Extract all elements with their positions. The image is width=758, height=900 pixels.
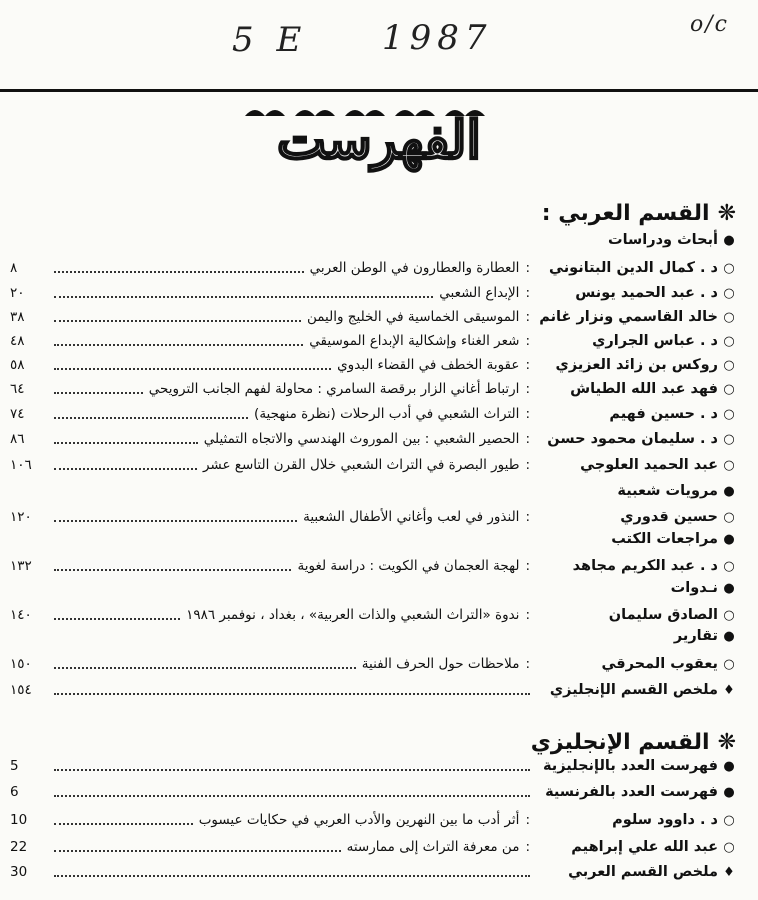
entry-marker-icon: ●	[723, 758, 735, 774]
toc-entry	[10, 256, 740, 280]
star-icon: ❋	[717, 201, 736, 226]
handwritten-year: 1987	[382, 18, 493, 58]
entry-title: العطارة والعطارون في الوطن العربي	[309, 260, 520, 276]
entry-author: خالد القاسمي ونزار غانم	[539, 309, 718, 325]
dot-leader	[54, 823, 193, 825]
books-heading: ● مراجعات الكتب	[611, 531, 740, 547]
colon-separator: :	[525, 357, 530, 373]
entry-author: د . كمال الدين البتانوني	[549, 260, 718, 276]
colon-separator: :	[525, 333, 530, 349]
toc-entry	[10, 281, 740, 305]
colon-separator: :	[525, 285, 530, 301]
colon-separator: :	[525, 509, 530, 525]
toc-entry	[10, 305, 740, 329]
colon-separator: :	[525, 558, 530, 574]
entry-author: د . عباس الجراري	[592, 333, 718, 349]
dot-leader	[54, 368, 331, 370]
toc-entry	[10, 678, 740, 702]
research-heading: ● أبحاث ودراسات	[608, 232, 740, 248]
entry-marker-icon: ○	[723, 656, 735, 672]
entry-marker-icon: ○	[723, 558, 735, 574]
entry-author: د . حسين فهيم	[609, 406, 718, 422]
entry-author: عبد الحميد العلوجي	[580, 457, 718, 473]
entry-page: ٦٤	[10, 381, 25, 397]
reports-heading: ● تقارير	[674, 628, 740, 644]
entry-author: عبد الله علي إبراهيم	[571, 839, 718, 855]
arabic-section-heading: ❋القسم العربي :	[541, 201, 736, 226]
entry-page: 30	[10, 864, 28, 880]
entry-author: فهرست العدد بالفرنسية	[545, 784, 718, 800]
entry-marker-icon: ○	[723, 509, 735, 525]
entry-marker-icon: ○	[723, 260, 735, 276]
top-rule	[0, 89, 758, 92]
bullet-icon: ●	[723, 483, 735, 499]
bullet-icon: ●	[723, 580, 735, 596]
entry-title: الموسيقى الخماسية في الخليج واليمن	[306, 309, 520, 325]
entry-marker-icon: ○	[723, 285, 735, 301]
entry-marker-icon: ○	[723, 406, 735, 422]
entry-title: النذور في لعب وأغاني الأطفال الشعبية	[303, 509, 520, 525]
entry-author: د . سليمان محمود حسن	[547, 431, 718, 447]
entry-page: ٧٤	[10, 406, 25, 422]
entry-page: ١٤٠	[10, 607, 32, 623]
entry-author: روكس بن زائد العزيزي	[555, 357, 718, 373]
entry-author: د . عبد الحميد يونس	[575, 285, 718, 301]
entry-title: من معرفة التراث إلى ممارسته	[346, 839, 520, 855]
english-section-heading: ❋القسم الإنجليزي	[530, 730, 736, 755]
entry-title: عقوبة الخطف في القضاء البدوي	[337, 357, 520, 373]
dot-leader	[54, 320, 301, 322]
entry-marker-icon: ●	[723, 784, 735, 800]
colon-separator: :	[525, 457, 530, 473]
handwritten-ref: 5 E	[232, 20, 308, 60]
dot-leader	[54, 520, 297, 522]
dot-leader	[54, 442, 198, 444]
entry-author: حسين قدوري	[620, 509, 718, 525]
entry-page: ٤٨	[10, 333, 25, 349]
entry-title: ارتباط أغاني الزار برقصة السامري : محاولة لفهم الجانب الترويحي	[148, 381, 520, 397]
toc-entry	[10, 554, 740, 578]
entry-title: ملاحظات حول الحرف الفنية	[361, 656, 520, 672]
colon-separator: :	[525, 839, 530, 855]
entry-page: ٣٨	[10, 309, 25, 325]
dot-leader	[54, 296, 433, 298]
entry-author: د . عبد الكريم مجاهد	[572, 558, 718, 574]
entry-page: ١٣٢	[10, 558, 32, 574]
colon-separator: :	[525, 607, 530, 623]
entry-author: يعقوب المحرقي	[601, 656, 718, 672]
entry-page: ١٢٠	[10, 509, 32, 525]
toc-entry	[10, 754, 740, 778]
entry-page: ٨٦	[10, 431, 25, 447]
entry-title: ندوة «التراث الشعبي والذات العربية» ، بغداد ، نوفمبر ١٩٨٦	[186, 607, 520, 623]
entry-author: ملخص القسم العربي	[568, 864, 718, 880]
entry-author: فهد عبد الله الطياش	[570, 381, 718, 397]
star-icon: ❋	[717, 730, 736, 755]
toc-entry	[10, 808, 740, 832]
toc-entry	[10, 603, 740, 627]
entry-author: ملخص القسم الإنجليزي	[549, 682, 718, 698]
dot-leader	[54, 392, 143, 394]
entry-marker-icon: ○	[723, 607, 735, 623]
entry-title: الإبداع الشعبي	[439, 285, 520, 301]
entry-page: ١٠٦	[10, 457, 32, 473]
entry-marker-icon: ♦	[723, 682, 735, 698]
dot-leader	[54, 271, 304, 273]
entry-author: فهرست العدد بالإنجليزية	[543, 758, 718, 774]
entry-title: طيور البصرة في التراث الشعبي خلال القرن التاسع عشر	[202, 457, 520, 473]
dot-leader	[54, 667, 356, 669]
colon-separator: :	[525, 260, 530, 276]
page-title: الفهرست	[277, 110, 481, 171]
dot-leader	[54, 769, 530, 771]
entry-title: الحصير الشعبي : بين الموروث الهندسي والاتجاه التمثيلي	[203, 431, 520, 447]
entry-page: ٥٨	[10, 357, 25, 373]
toc-entry	[10, 453, 740, 477]
colon-separator: :	[525, 812, 530, 828]
entry-title: لهجة العجمان في الكويت : دراسة لغوية	[297, 558, 520, 574]
dot-leader	[54, 468, 197, 470]
dot-leader	[54, 344, 303, 346]
entry-marker-icon: ○	[723, 309, 735, 325]
entry-title: أثر أدب ما بين النهرين والأدب العربي في حكايات عيسوب	[198, 812, 520, 828]
toc-entry	[10, 427, 740, 451]
entry-page: ٢٠	[10, 285, 25, 301]
colon-separator: :	[525, 406, 530, 422]
entry-marker-icon: ○	[723, 457, 735, 473]
narratives-heading: ● مرويات شعبية	[617, 483, 740, 499]
entry-page: ١٥٠	[10, 656, 32, 672]
toc-entry	[10, 652, 740, 676]
entry-marker-icon: ○	[723, 381, 735, 397]
toc-entry	[10, 505, 740, 529]
entry-page: 6	[10, 784, 19, 800]
dot-leader	[54, 850, 341, 852]
toc-entry	[10, 377, 740, 401]
toc-entry	[10, 835, 740, 859]
entry-page: 5	[10, 758, 19, 774]
entry-marker-icon: ○	[723, 431, 735, 447]
colon-separator: :	[525, 381, 530, 397]
dot-leader	[54, 618, 180, 620]
toc-entry	[10, 780, 740, 804]
dot-leader	[54, 875, 530, 877]
colon-separator: :	[525, 309, 530, 325]
entry-page: 10	[10, 812, 28, 828]
bullet-icon: ●	[723, 628, 735, 644]
entry-page: ٨	[10, 260, 18, 276]
entry-page: 22	[10, 839, 28, 855]
entry-marker-icon: ○	[723, 839, 735, 855]
entry-author: الصادق سليمان	[608, 607, 718, 623]
entry-page: ١٥٤	[10, 682, 32, 698]
dot-leader	[54, 569, 291, 571]
entry-title: التراث الشعبي في أدب الرحلات (نظرة منهجية)	[254, 406, 520, 422]
entry-marker-icon: ○	[723, 812, 735, 828]
toc-entry	[10, 402, 740, 426]
toc-entry	[10, 329, 740, 353]
entry-author: د . داوود سلوم	[612, 812, 718, 828]
colon-separator: :	[525, 656, 530, 672]
seminars-heading: ● نـدوات	[671, 580, 740, 596]
entry-marker-icon: ○	[723, 333, 735, 349]
bullet-icon: ●	[723, 232, 735, 248]
entry-marker-icon: ♦	[723, 864, 735, 880]
colon-separator: :	[525, 431, 530, 447]
dot-leader	[54, 693, 530, 695]
entry-title: شعر الغناء وإشكالية الإبداع الموسيقي	[309, 333, 520, 349]
entry-marker-icon: ○	[723, 357, 735, 373]
toc-entry	[10, 860, 740, 884]
handwritten-code: o/c	[690, 12, 729, 37]
dot-leader	[54, 417, 248, 419]
toc-entry	[10, 353, 740, 377]
bullet-icon: ●	[723, 531, 735, 547]
dot-leader	[54, 795, 530, 797]
